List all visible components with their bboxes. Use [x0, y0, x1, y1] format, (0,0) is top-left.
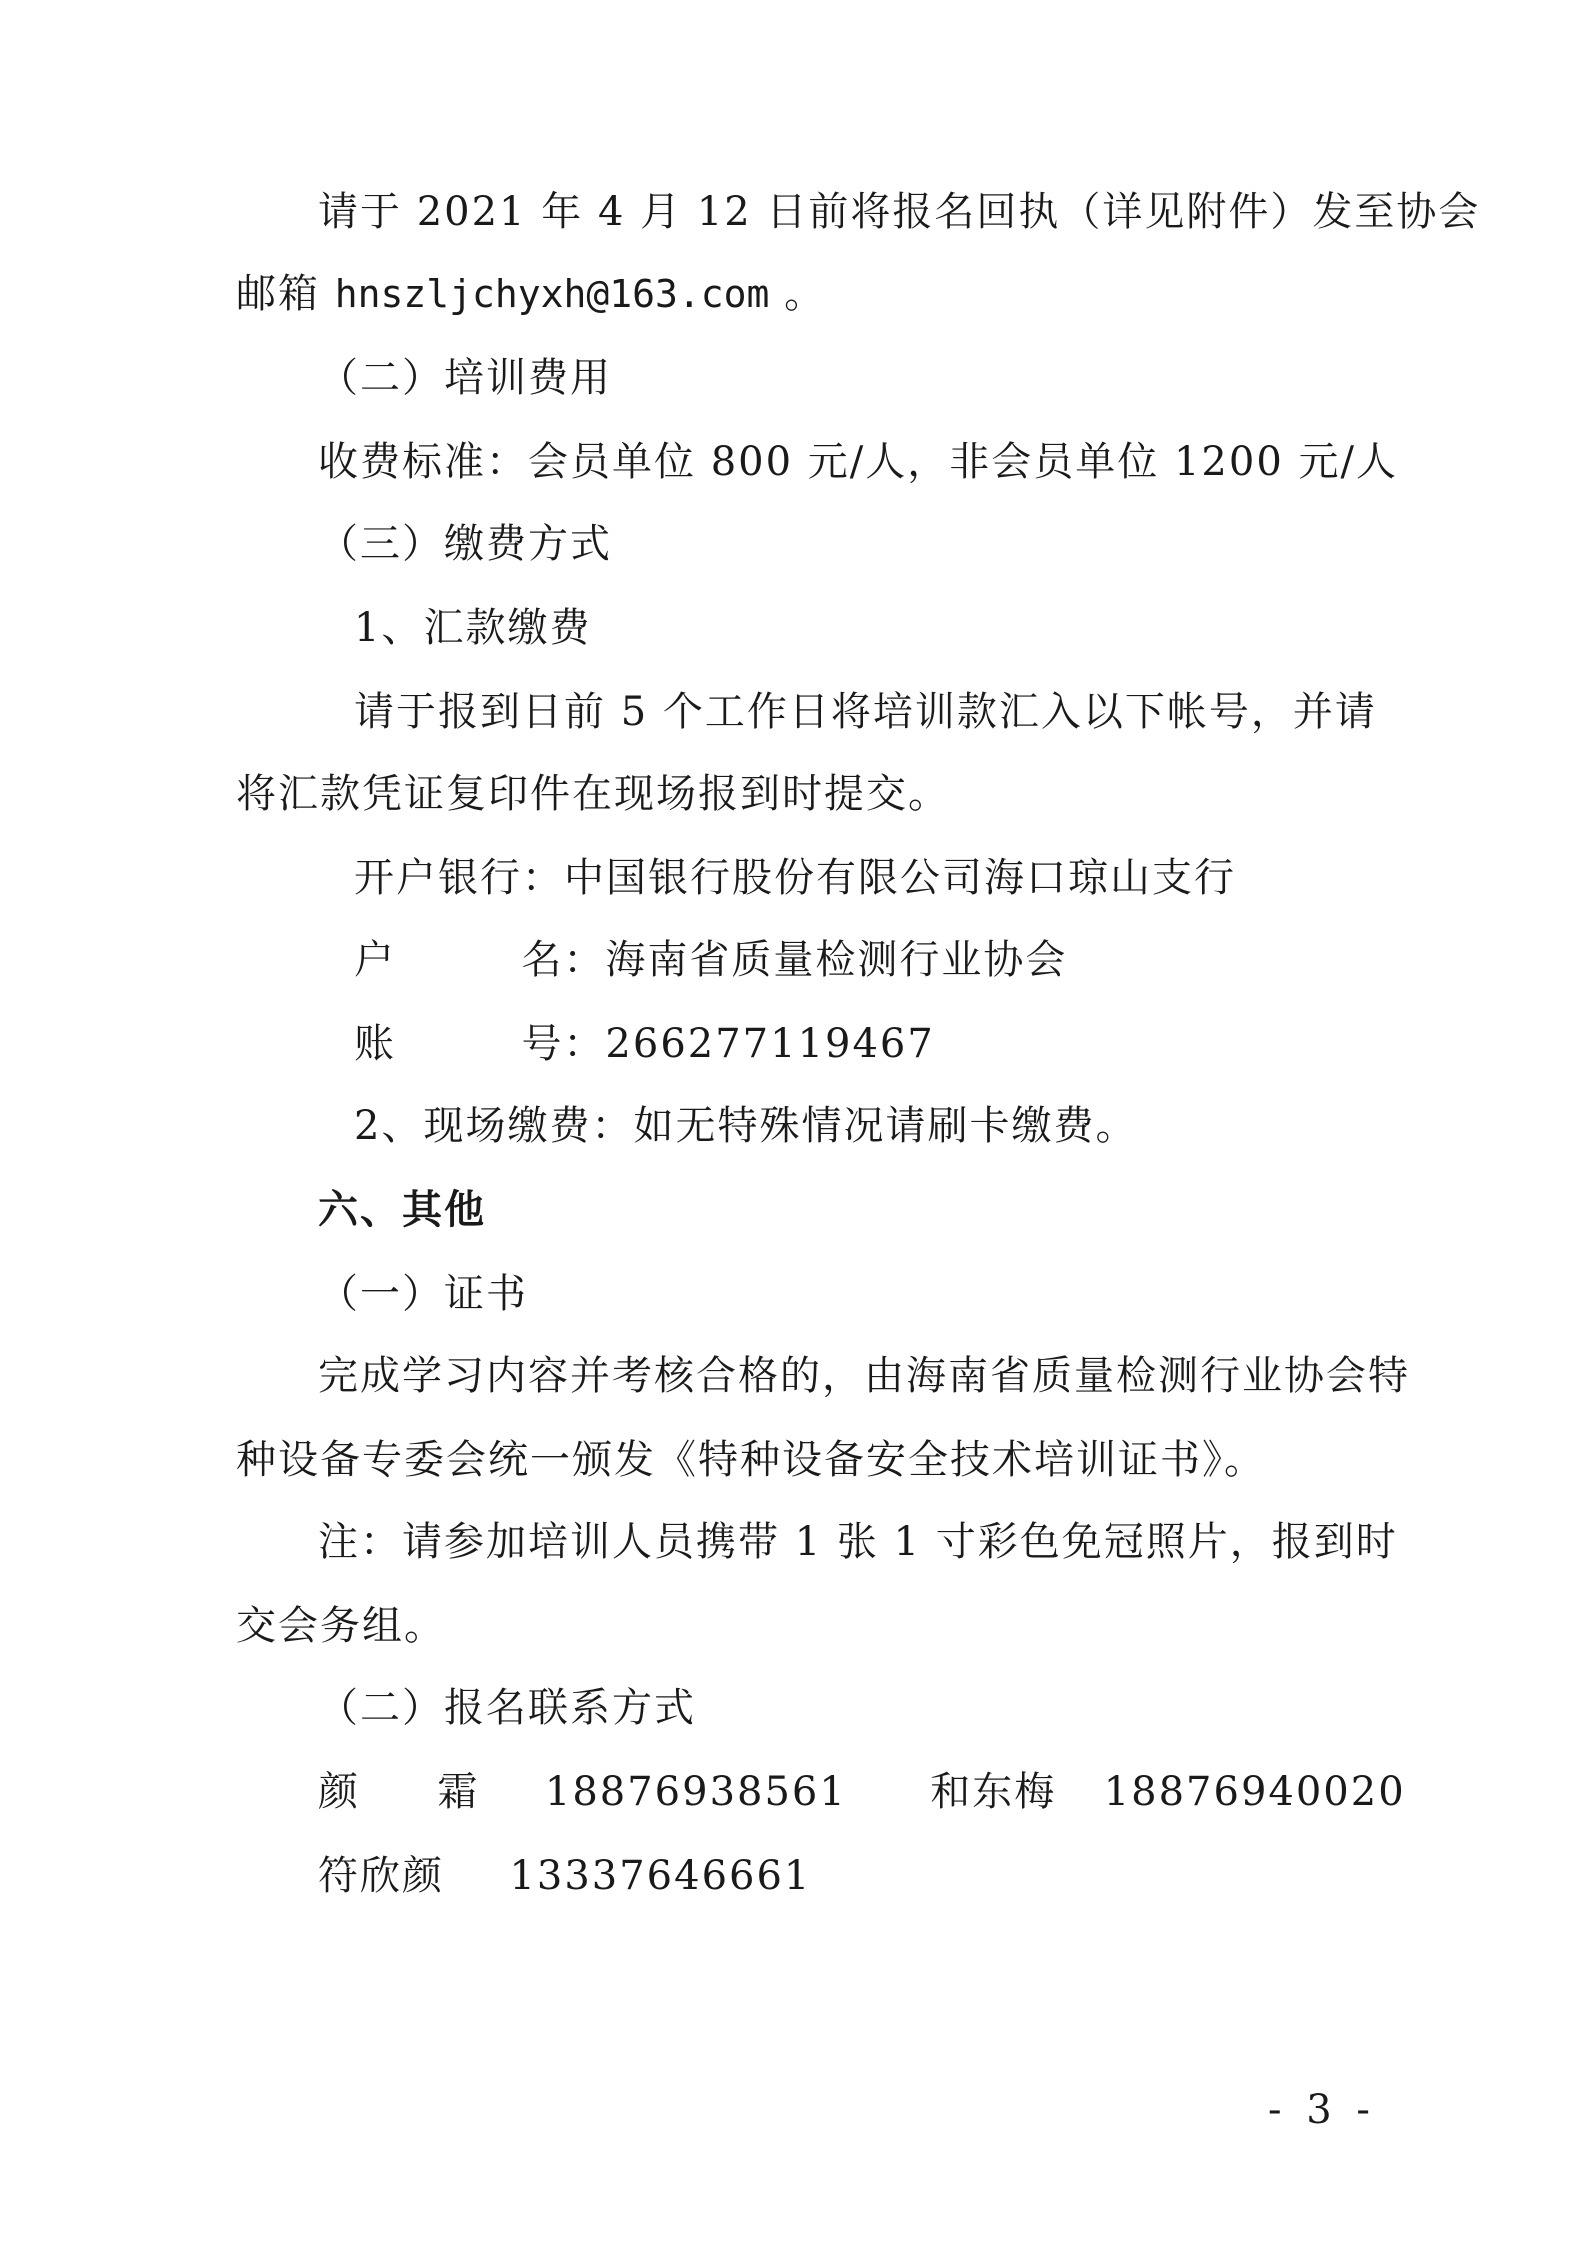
text: 完成学习内容并考核合格的，由海南省质量检测行业协会特 — [318, 1353, 1410, 1399]
paragraph-line — [318, 1348, 1410, 1404]
text: 2、现场缴费：如无特殊情况请刷卡缴费。 — [354, 1103, 1138, 1149]
text: 邮箱 — [236, 271, 320, 317]
text: （二）报名联系方式 — [318, 1685, 696, 1731]
paragraph-line — [236, 766, 950, 822]
text: 账 — [354, 1021, 396, 1067]
text: 1、汇款缴费 — [354, 605, 592, 651]
paragraph-line — [318, 184, 1481, 240]
text: 六、其他 — [318, 1186, 486, 1233]
section-heading — [318, 1680, 696, 1736]
section-heading — [318, 1182, 486, 1238]
paragraph-line — [236, 266, 826, 322]
text: 将汇款凭证复印件在现场报到时提交。 — [236, 771, 950, 817]
contact-name: 霜 — [437, 1769, 480, 1815]
section-heading — [318, 1266, 528, 1322]
contact-name: 和东梅 — [930, 1769, 1057, 1815]
text: 名：海南省质量检测行业协会 — [521, 937, 1068, 983]
paragraph-line — [236, 1432, 1266, 1488]
text: （一）证书 — [318, 1271, 528, 1317]
text: 请于 2021 年 4 月 12 日前将报名回执（详见附件）发至协会 — [318, 189, 1481, 235]
email-address: hnszljchyxh@163.com — [334, 272, 770, 316]
text: 收费标准：会员单位 800 元/人，非会员单位 1200 元/人 — [318, 439, 1398, 485]
text: 种设备专委会统一颁发《特种设备安全技术培训证书》。 — [236, 1437, 1266, 1483]
contact-phone: 18876938561 — [544, 1769, 847, 1815]
page-number: - 3 - — [1268, 2087, 1376, 2133]
text: 请于报到日前 5 个工作日将培训款汇入以下帐号，并请 — [354, 689, 1377, 735]
text: 。 — [784, 271, 827, 317]
contact-phone: 18876940020 — [1103, 1769, 1406, 1815]
text: 户 — [354, 937, 396, 983]
contact-line — [318, 1848, 811, 1904]
account-number-line — [354, 1016, 935, 1072]
contact-name: 符欣颜 — [318, 1853, 444, 1899]
text: 注：请参加培训人员携带 1 张 1 寸彩色免冠照片，报到时 — [318, 1519, 1398, 1565]
list-item — [354, 1098, 1137, 1154]
paragraph-line — [318, 434, 1398, 490]
contact-name: 颜 — [318, 1769, 360, 1815]
section-heading — [318, 516, 612, 572]
contact-line — [318, 1764, 1406, 1820]
contact-phone: 13337646661 — [509, 1853, 812, 1899]
paragraph-line — [354, 684, 1377, 740]
text: 交会务组。 — [236, 1603, 446, 1649]
text: （二）培训费用 — [318, 355, 612, 401]
section-heading — [318, 350, 612, 406]
list-item — [354, 600, 591, 656]
text: 号：266277119467 — [521, 1021, 935, 1067]
bank-name-line — [354, 850, 1236, 906]
text: 开户银行：中国银行股份有限公司海口琼山支行 — [354, 855, 1236, 901]
paragraph-line — [236, 1598, 446, 1654]
account-name-line — [354, 932, 1067, 988]
text: （三）缴费方式 — [318, 521, 612, 567]
note-line — [318, 1514, 1398, 1570]
